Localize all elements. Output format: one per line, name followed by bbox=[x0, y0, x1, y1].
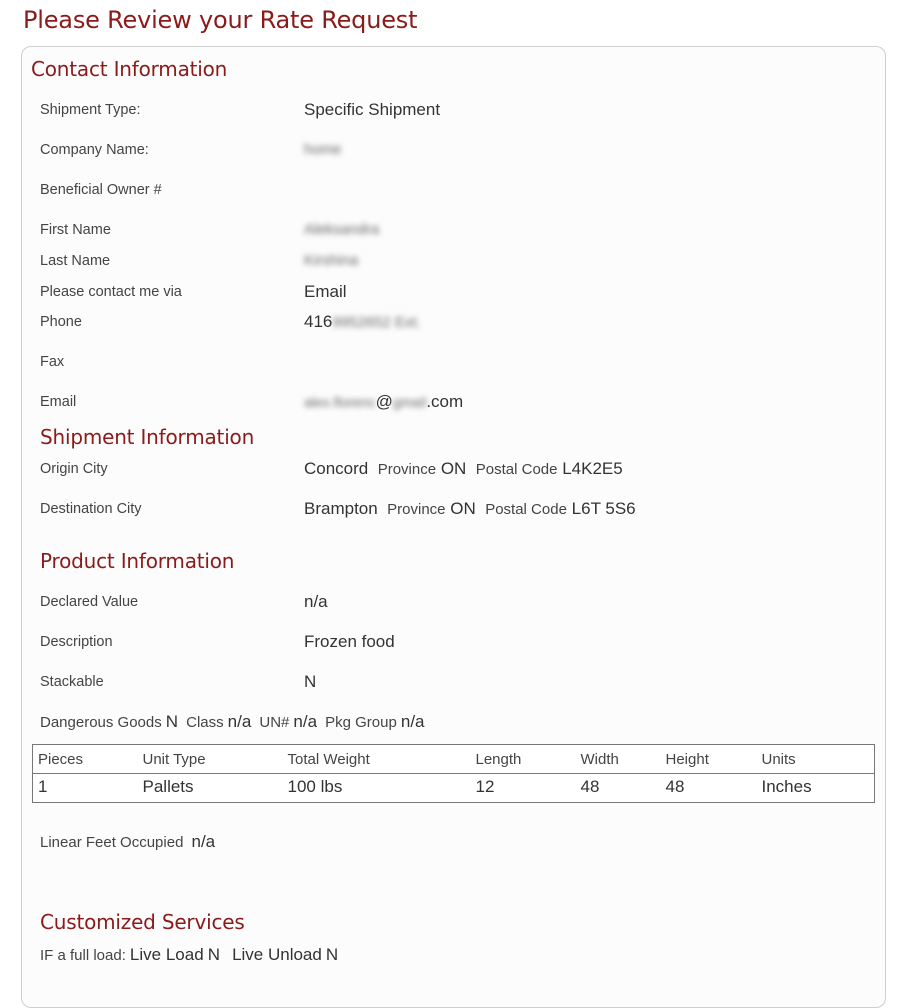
description-value: Frozen food bbox=[304, 632, 395, 651]
page-title: Please Review your Rate Request bbox=[23, 6, 418, 34]
stackable-value: N bbox=[304, 672, 317, 691]
first-name-label: First Name bbox=[40, 222, 111, 238]
header-height: Height bbox=[661, 745, 757, 774]
services-section-title: Customized Services bbox=[40, 910, 245, 934]
company-name-value: home bbox=[304, 141, 342, 158]
pkg-group-value: n/a bbox=[400, 712, 425, 731]
declared-value: n/a bbox=[304, 592, 328, 611]
company-name-label: Company Name: bbox=[40, 142, 149, 158]
email-at: @ bbox=[375, 392, 393, 411]
phone-blurred: 9952652 Ext. bbox=[332, 314, 421, 331]
cell-pieces: 1 bbox=[38, 777, 48, 796]
un-number-label: UN# bbox=[259, 714, 290, 731]
cell-units: Inches bbox=[761, 777, 812, 796]
origin-province-value: ON bbox=[440, 459, 467, 478]
live-load-value: N bbox=[207, 945, 220, 964]
origin-city-label: Origin City bbox=[40, 461, 108, 477]
email-value bbox=[304, 392, 463, 412]
pkg-group-label: Pkg Group bbox=[325, 714, 397, 731]
email-user-blurred: alex.florenc bbox=[304, 394, 376, 410]
contact-section-title: Contact Information bbox=[31, 57, 228, 81]
cell-length: 12 bbox=[475, 777, 495, 796]
dangerous-goods-line bbox=[40, 712, 425, 732]
full-load-line bbox=[40, 945, 338, 965]
shipment-type-label: Shipment Type: bbox=[40, 102, 141, 118]
stackable-label: Stackable bbox=[40, 674, 104, 690]
destination-province-label: Province bbox=[387, 501, 446, 518]
shipment-type-value: Specific Shipment bbox=[304, 100, 441, 119]
destination-postal-value: L6T 5S6 bbox=[571, 499, 636, 518]
linear-feet-label: Linear Feet Occupied bbox=[40, 834, 184, 851]
dangerous-goods-label: Dangerous Goods bbox=[40, 714, 162, 731]
contact-via-label: Please contact me via bbox=[40, 284, 182, 300]
live-unload-value: N bbox=[325, 945, 339, 964]
cell-width: 48 bbox=[580, 777, 600, 796]
first-name-value: Aleksandra bbox=[304, 221, 380, 238]
product-table-header-row bbox=[33, 745, 875, 774]
product-table bbox=[32, 744, 875, 803]
table-row bbox=[33, 774, 875, 803]
origin-postal-label: Postal Code bbox=[475, 461, 558, 478]
contact-via-value: Email bbox=[304, 282, 347, 301]
last-name-value: Kirshina bbox=[304, 252, 359, 269]
destination-postal-label: Postal Code bbox=[485, 501, 567, 518]
cell-height: 48 bbox=[665, 777, 685, 796]
linear-feet-value: n/a bbox=[191, 832, 216, 851]
header-length: Length bbox=[471, 745, 576, 774]
product-section-title: Product Information bbox=[40, 549, 235, 573]
last-name-label: Last Name bbox=[40, 253, 111, 269]
description-label: Description bbox=[40, 634, 113, 650]
origin-postal-value: L4K2E5 bbox=[562, 459, 623, 478]
email-domain-blurred: gmail bbox=[392, 394, 427, 410]
class-value: n/a bbox=[227, 712, 252, 731]
email-label: Email bbox=[40, 394, 77, 410]
header-total-weight: Total Weight bbox=[283, 745, 471, 774]
destination-province-value: ON bbox=[450, 499, 476, 518]
origin-province-label: Province bbox=[377, 461, 437, 478]
phone-label: Phone bbox=[40, 314, 82, 330]
phone-value bbox=[304, 312, 421, 332]
header-pieces: Pieces bbox=[33, 745, 138, 774]
full-load-label: IF a full load: bbox=[40, 947, 126, 964]
shipment-section-title: Shipment Information bbox=[40, 425, 255, 449]
destination-city-value: Brampton bbox=[304, 499, 378, 518]
class-label: Class bbox=[186, 714, 224, 731]
cell-unit-type: Pallets bbox=[142, 777, 194, 796]
email-tld: .com bbox=[426, 392, 464, 411]
header-width: Width bbox=[576, 745, 661, 774]
origin-details bbox=[304, 459, 623, 479]
header-unit-type: Unit Type bbox=[138, 745, 283, 774]
live-load-label: Live Load bbox=[129, 945, 204, 964]
un-number-value: n/a bbox=[293, 712, 318, 731]
fax-label: Fax bbox=[40, 354, 65, 370]
destination-details bbox=[304, 499, 636, 519]
dangerous-goods-value: N bbox=[165, 712, 179, 731]
phone-visible: 416 bbox=[304, 312, 333, 331]
declared-value-label: Declared Value bbox=[40, 594, 139, 610]
live-unload-label: Live Unload bbox=[232, 945, 322, 964]
destination-city-label: Destination City bbox=[40, 501, 142, 517]
linear-feet-line bbox=[40, 832, 215, 852]
beneficial-owner-label: Beneficial Owner # bbox=[40, 182, 162, 198]
header-units: Units bbox=[757, 745, 875, 774]
cell-total-weight: 100 lbs bbox=[287, 777, 343, 796]
origin-city-value: Concord bbox=[304, 459, 369, 478]
